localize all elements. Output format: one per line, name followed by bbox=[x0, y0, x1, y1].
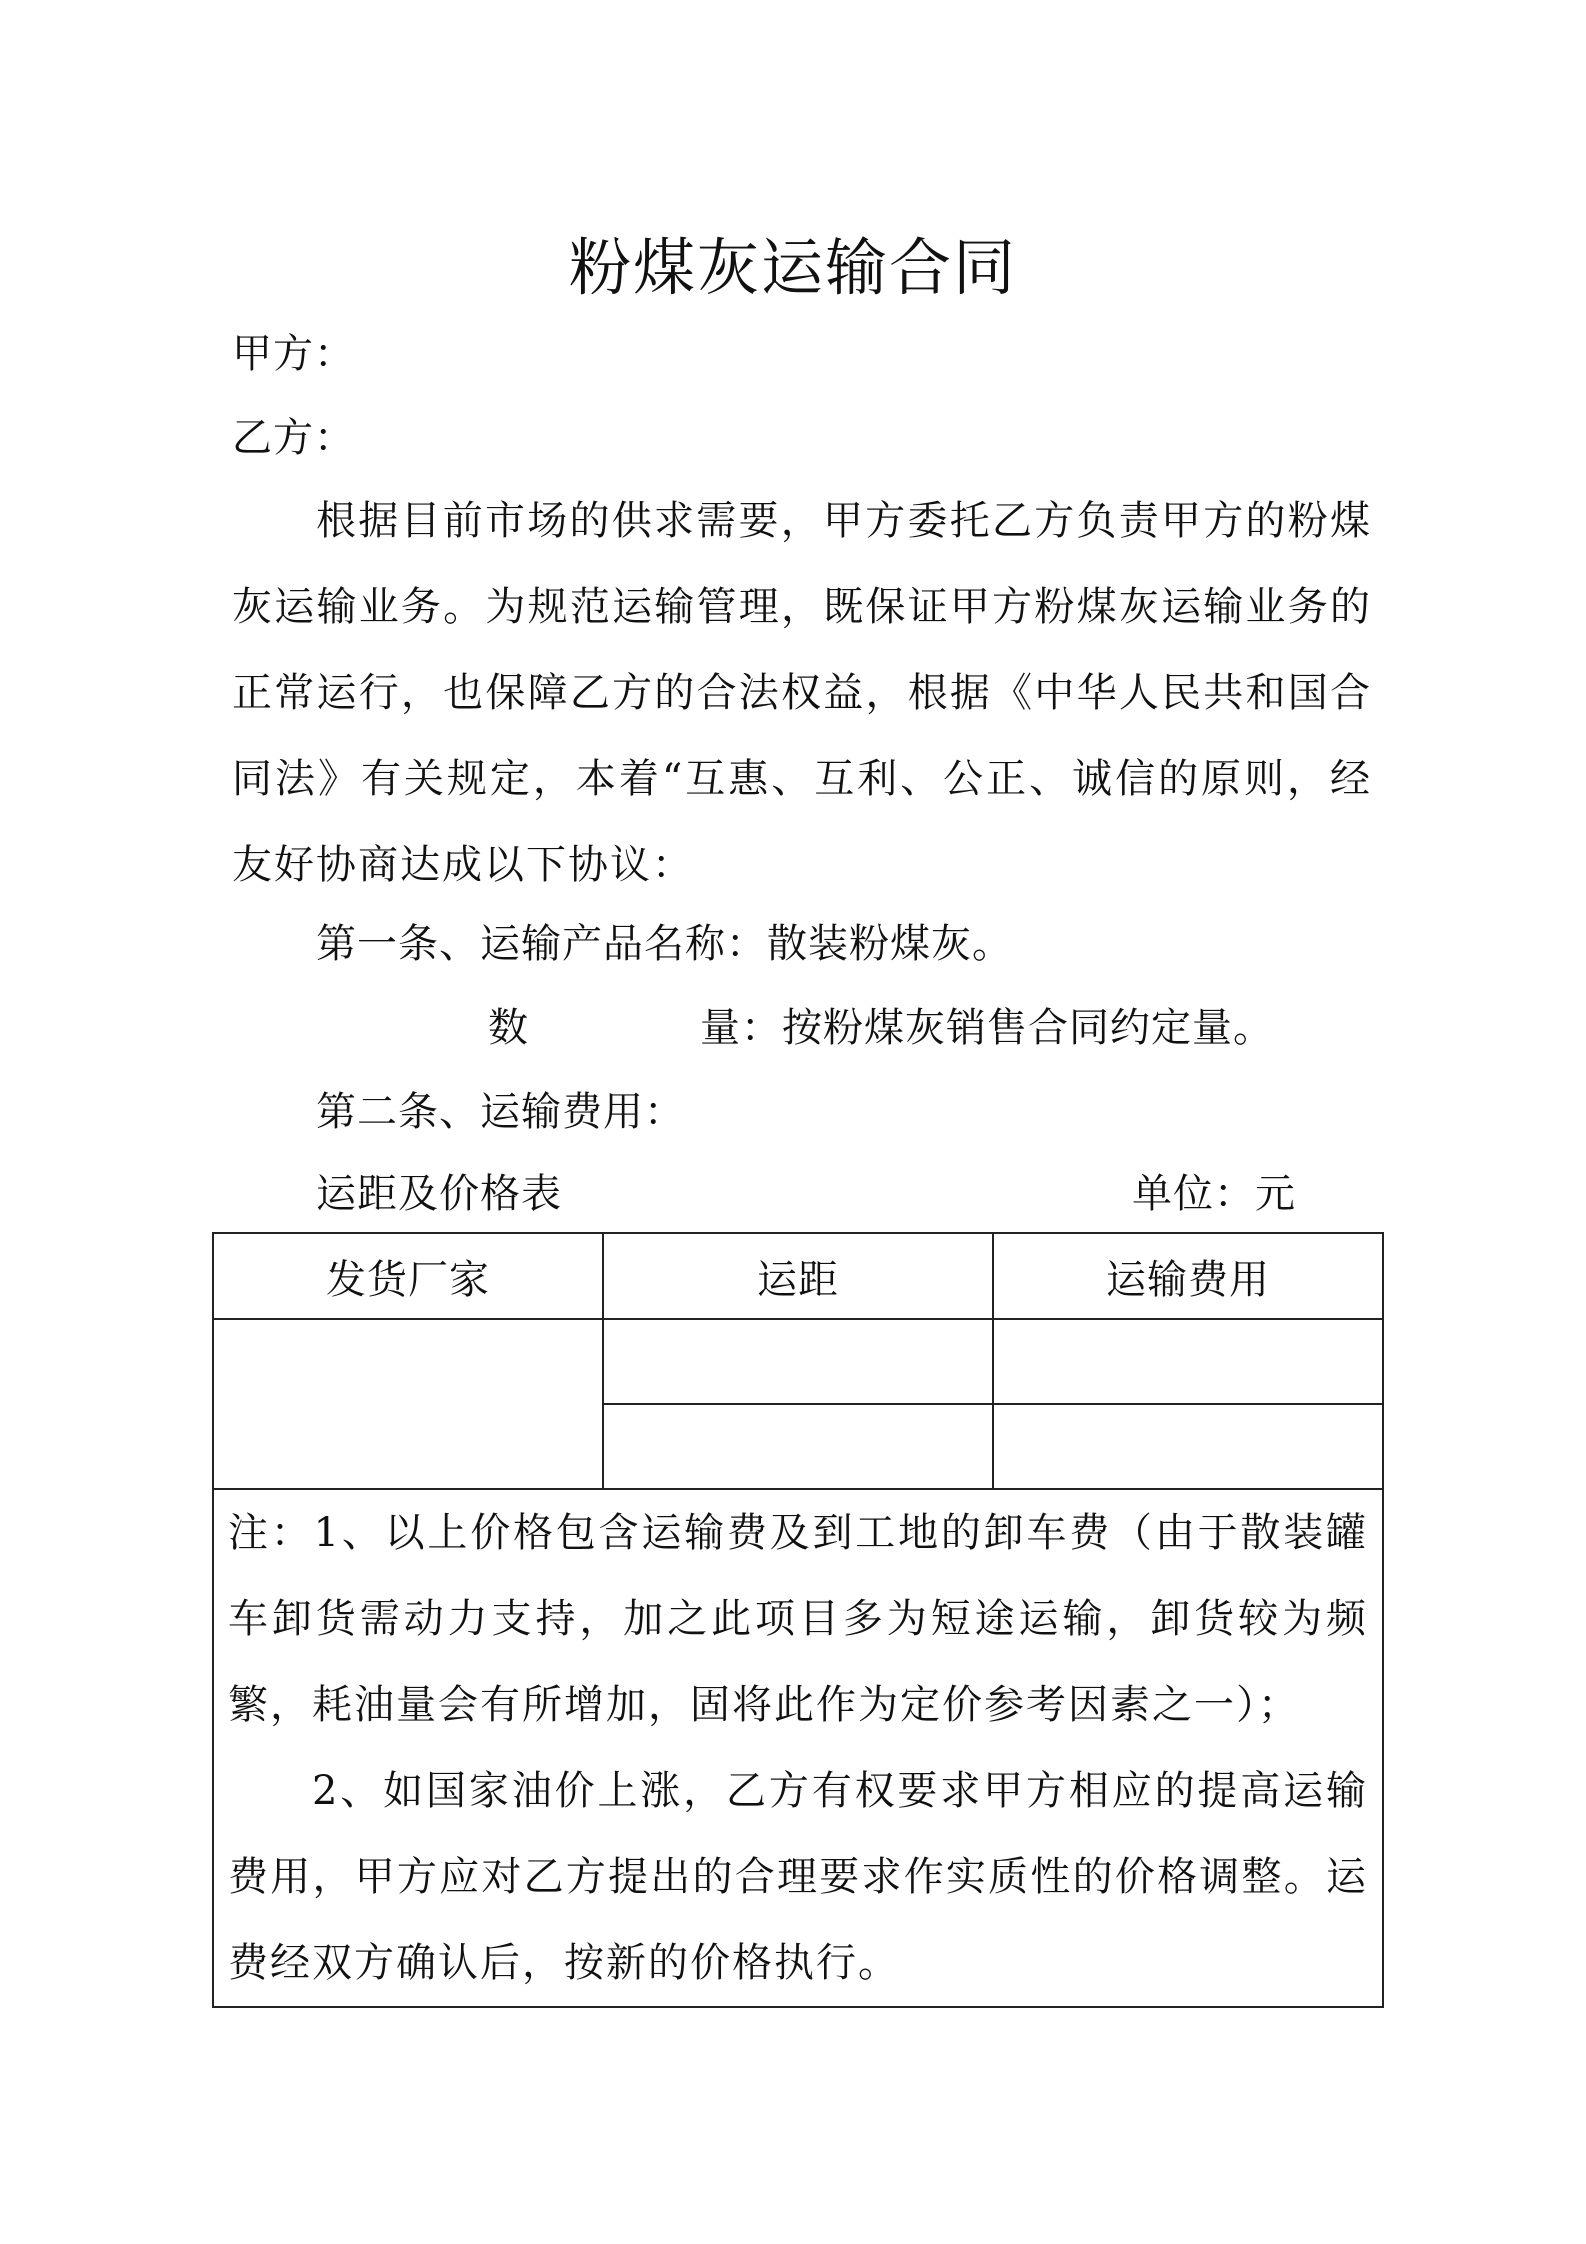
freight-cell bbox=[993, 1404, 1383, 1489]
distance-cell bbox=[603, 1404, 993, 1489]
party-b-label: 乙方： bbox=[232, 415, 355, 461]
quantity-label: 数 bbox=[488, 1005, 529, 1051]
article-2: 第二条、运输费用： bbox=[316, 1089, 685, 1135]
table-unit: 单位：元 bbox=[1132, 1171, 1296, 1217]
header-freight: 运输费用 bbox=[993, 1233, 1383, 1319]
freight-cell bbox=[993, 1319, 1383, 1404]
table-row bbox=[213, 1319, 1383, 1404]
notes-cell bbox=[213, 1489, 1383, 2007]
price-table bbox=[212, 1232, 1384, 2008]
notes-row bbox=[213, 1489, 1383, 2007]
note-1: 注：1、以上价格包含运输费及到工地的卸车费（由于散装罐车卸货需动力支持，加之此项目多为短途运输，卸货较为频繁，耗油量会有所增加，固将此作为定价参考因素之一）； bbox=[228, 1510, 1368, 1728]
table-caption: 运距及价格表 bbox=[316, 1171, 562, 1217]
note-2: 2、如国家油价上涨，乙方有权要求甲方相应的提高运输费用，甲方应对乙方提出的合理要求作实质性的价格调整。运费经双方确认后，按新的价格执行。 bbox=[228, 1768, 1368, 1986]
party-a-label: 甲方： bbox=[232, 331, 355, 377]
shipper-cell bbox=[213, 1319, 603, 1489]
table-header-row bbox=[213, 1233, 1383, 1319]
header-shipper: 发货厂家 bbox=[213, 1233, 603, 1319]
document-title: 粉煤灰运输合同 bbox=[568, 231, 1017, 304]
header-distance: 运距 bbox=[603, 1233, 993, 1319]
article-1: 第一条、运输产品名称：散装粉煤灰。 bbox=[316, 921, 1013, 967]
distance-cell bbox=[603, 1319, 993, 1404]
intro-paragraph: 根据目前市场的供求需要，甲方委托乙方负责甲方的粉煤灰运输业务。为规范运输管理，既保证甲方粉煤灰运输业务的正常运行，也保障乙方的合法权益，根据《中华人民共和国合同法》有关规定，本着“互惠、互利、公正、诚信的原则，经友好协商达成以下协议： bbox=[232, 498, 1372, 888]
quantity-text: 量：按粉煤灰销售合同约定量。 bbox=[700, 1005, 1274, 1051]
